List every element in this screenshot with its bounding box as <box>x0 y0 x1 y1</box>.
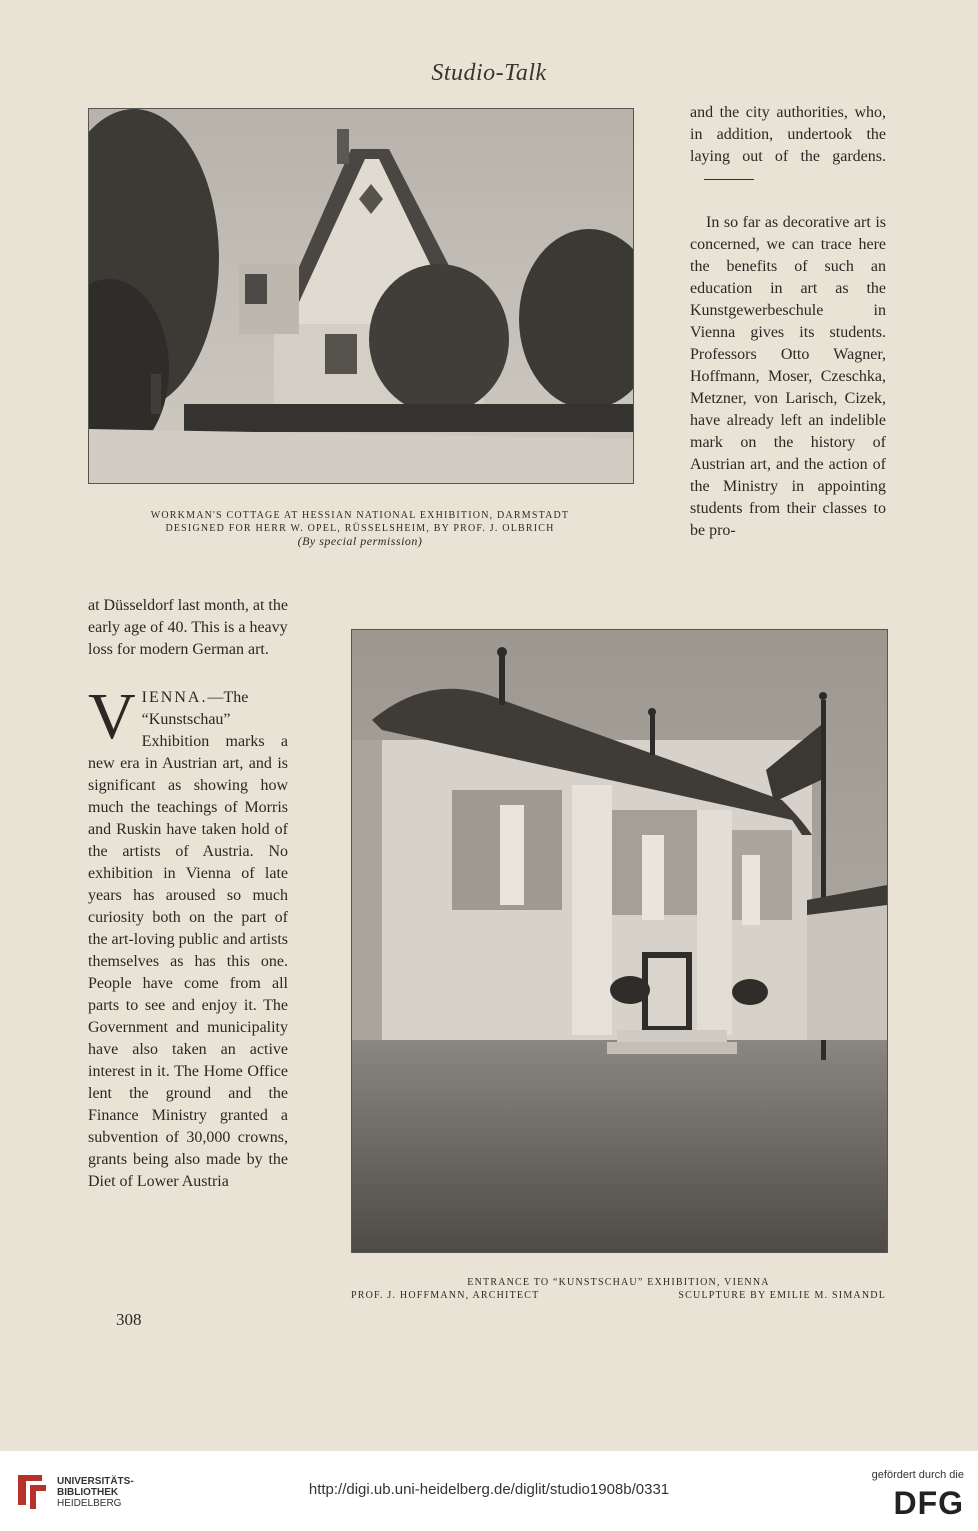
kunstschau-photo <box>351 629 888 1253</box>
source-url[interactable]: http://digi.ub.uni-heidelberg.de/diglit/studio1908b/0331 <box>308 1481 670 1498</box>
library-name-line3: HEIDELBERG <box>57 1498 122 1509</box>
architect-credit: PROF. J. HOFFMANN, ARCHITECT <box>351 1290 540 1301</box>
right-para-1 <box>690 102 886 190</box>
sculptor-credit: SCULPTURE BY EMILIE M. SIMANDL <box>678 1290 886 1301</box>
cottage-photo <box>88 108 634 484</box>
cottage-caption-line1: WORKMAN'S COTTAGE AT HESSIAN NATIONAL EXHIBITION, DARMSTADT <box>150 510 570 521</box>
page-number: 308 <box>116 1310 142 1329</box>
funded-by-label: gefördert durch die <box>871 1469 964 1481</box>
library-name-line2: BIBLIOTHEK <box>57 1487 119 1498</box>
right-para-2: In so far as decorative art is concerned, we can trace here the benefits of such an education in art as the Kunstgewerbeschule in Vienna gives its students. Professors Otto Wagner, Hoffmann, Moser, Czeschka, Metzner, von Larisch, Cizek, have already left an indelible mark on the history of Austrian art, and the action of the Ministry in appointing students from their classes to be pro- <box>690 214 886 539</box>
dfg-logo: DFG <box>893 1485 964 1521</box>
digitization-footer <box>0 1451 978 1531</box>
kunstschau-caption-title: ENTRANCE TO “KUNSTSCHAU” EXHIBITION, VIENNA <box>467 1277 770 1288</box>
kunstschau-illustration <box>352 630 887 1252</box>
left-column <box>88 595 288 1193</box>
left-para-2 <box>88 680 288 1193</box>
right-column <box>690 102 886 542</box>
kunstschau-caption-credits <box>351 1289 886 1302</box>
library-name-line1: UNIVERSITÄTS- <box>57 1476 134 1487</box>
cottage-caption-line2: DESIGNED FOR HERR W. OPEL, RÜSSELSHEIM, BY PROF. J. OLBRICH <box>165 523 555 534</box>
left-para-1: at Düsseldorf last month, at the early age of 40. This is a heavy loss for modern German art. <box>88 597 288 658</box>
vienna-lead: IENNA. <box>141 689 208 706</box>
drop-cap: V <box>88 680 136 753</box>
cottage-caption-credit: (By special permission) <box>297 534 423 548</box>
section-rule <box>704 179 754 180</box>
page-title: Studio-Talk <box>431 60 547 86</box>
cottage-illustration <box>89 109 633 483</box>
cottage-caption <box>88 509 632 548</box>
kunstschau-caption <box>351 1276 886 1302</box>
right-para-1-text: and the city authorities, who, in addition, undertook the laying out of the gardens. <box>690 104 886 165</box>
left-para-2-text: —The “Kunstschau” Exhibition marks a new era in Austrian art, and is significant as showing how much the teachings of Morris and Ruskin have taken hold of the artists of Austria. No exhibition in Vienna of late years has aroused so much curiosity both on the part of the art-loving public and artists themselves as has this one. People have come from all parts to see and enjoy it. The Government and municipality have also taken an active interest in it. The Home Office lent the ground and the Finance Ministry granted a subvention of 30,000 crowns, grants being also made by the Diet of Lower Austria <box>88 689 288 1190</box>
